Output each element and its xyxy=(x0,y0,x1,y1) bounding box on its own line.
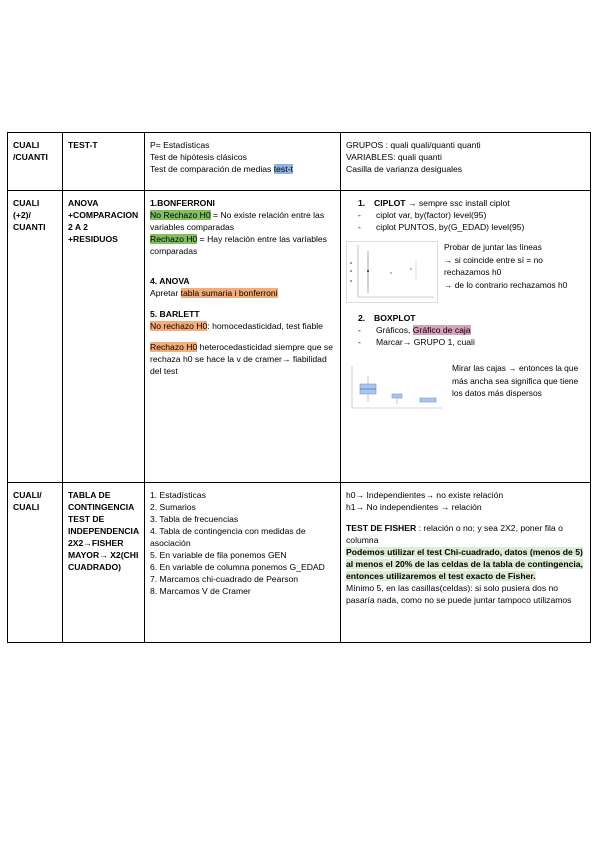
fisher-highlight: Podemos utilizar el test Chi-cuadrado, datos (menos de 5) al menos el 20% de las celdas de la tabla de contingencia, entonces utilizaremos el test exacto de Fisher. xyxy=(346,547,583,582)
row1-note-line: Casilla de varianza desiguales xyxy=(346,164,463,175)
summary-table xyxy=(7,132,591,643)
list-item: - Gráficos, Gráfico de caja xyxy=(358,325,471,336)
row1-step-line: Test de hipótesis clásicos xyxy=(150,152,247,163)
row2-steps-cell xyxy=(145,191,341,483)
ciplot-note-line: → de lo contrario rechazamos h0 xyxy=(444,279,568,290)
row3-test-line: 2X2→FISHER MAYOR→ X2(CHI CUADRADO) xyxy=(68,538,139,573)
grafico-de-caja-highlight: Gráfico de caja xyxy=(412,325,471,336)
h1-line: h1→ No independientes → relación xyxy=(346,502,482,513)
row2-notes-cell xyxy=(341,191,591,483)
anova-title: 4. ANOVA xyxy=(150,276,190,287)
row1-steps-cell xyxy=(145,133,341,191)
anova-step: Apretar tabla sumaria i bonferroni xyxy=(150,288,278,299)
row1-notes-cell xyxy=(341,133,591,191)
list-item: - ciplot var, by(factor) level(95) xyxy=(358,210,487,221)
boxplot-note: Mirar las cajas → entonces la que más ancha sea significa que tiene los datos más dispersos xyxy=(452,363,579,399)
ciplot-note-line: → si coincide entre sí = no rechazamos h0 xyxy=(444,254,543,278)
row1-note-line: GRUPOS : quali quali/quanti quanti xyxy=(346,140,481,150)
row3-notes-cell xyxy=(341,483,591,643)
bonferroni-rechazo: Rechazo H0 = Hay relación entre las variables comparadas xyxy=(150,234,327,257)
list-item: 6. En variable de columna ponemos G_EDAD xyxy=(150,562,325,573)
fisher-note: Mínimo 5, en las casillas(celdas): si solo pusiera dos no pasaría nada, como no se puede juntar tampoco utilizamos xyxy=(346,583,572,606)
fisher-heading: TEST DE FISHER : relación o no; y sea 2X2, poner fila o columna xyxy=(346,523,563,546)
bonferroni-no-rechazo: No Rechazo H0 = No existe relación entre las variables comparadas xyxy=(150,210,325,233)
table-row xyxy=(8,191,591,483)
row3-type-cell xyxy=(8,483,63,643)
row3-type-label: CUALI/ CUALI xyxy=(13,490,42,513)
row2-test-line: +RESIDUOS xyxy=(68,234,118,245)
row1-note-line: VARIABLES: quali quanti xyxy=(346,152,442,163)
row1-type-cell xyxy=(8,133,63,191)
list-item: 7. Marcamos chi-cuadrado de Pearson xyxy=(150,574,299,585)
list-item: 1. Estadísticas xyxy=(150,490,206,500)
h0-line: h0→ Independientes→ no existe relación xyxy=(346,490,504,500)
ciplot-note-line: Probar de juntar las líneas xyxy=(444,242,542,253)
list-item: 8. Marcamos V de Cramer xyxy=(150,586,251,597)
boxplot-heading: 2. BOXPLOT xyxy=(358,313,416,324)
test-t-highlight: test-t xyxy=(273,164,293,175)
row2-test-line: +COMPARACION 2 A 2 xyxy=(68,210,139,233)
row1-type-label: CUALI /CUANTI xyxy=(13,140,48,163)
row1-step-line: P= Estadísticas xyxy=(150,140,210,150)
bonferroni-title: 1.BONFERRONI xyxy=(150,198,215,208)
list-item: 2. Sumarios xyxy=(150,502,196,513)
table-row xyxy=(8,483,591,643)
table-row xyxy=(8,133,591,191)
ciplot-heading: 1. CIPLOT → sempre ssc install ciplot xyxy=(358,198,510,208)
row1-step-line: Test de comparación de medias test-t xyxy=(150,164,293,175)
row3-test-line: TABLA DE CONTINGENCIA TEST DE INDEPENDENCIA xyxy=(68,490,140,537)
list-item: - ciplot PUNTOS, by(G_EDAD) level(95) xyxy=(358,222,525,233)
row2-test-line: ANOVA xyxy=(68,198,99,208)
row3-test-cell xyxy=(63,483,145,643)
row1-test-label: TEST-T xyxy=(68,140,98,150)
list-item: 4. Tabla de contingencia con medidas de asociación xyxy=(150,526,306,549)
ciplot-thumbnail xyxy=(346,241,438,303)
barlett-rechazo: Rechazo H0 heterocedasticidad siempre que se rechaza h0 se hace la v de cramer→ fiabilidad del test xyxy=(150,342,333,377)
row3-steps-cell xyxy=(145,483,341,643)
ciplot-example xyxy=(346,241,585,303)
list-item: - Marcar→ GRUPO 1, cuali xyxy=(358,337,475,348)
row2-test-cell xyxy=(63,191,145,483)
row2-type-label: CUALI (+2)/ CUANTI xyxy=(13,198,46,233)
row2-type-cell xyxy=(8,191,63,483)
list-item: 3. Tabla de frecuencias xyxy=(150,514,239,525)
boxplot-example xyxy=(346,362,585,412)
row1-test-cell xyxy=(63,133,145,191)
boxplot-thumbnail xyxy=(346,362,446,412)
barlett-title: 5. BARLETT xyxy=(150,309,200,320)
list-item: 5. En variable de fila ponemos GEN xyxy=(150,550,287,561)
barlett-no-rechazo: No rechazo H0: homocedasticidad, test fiable xyxy=(150,321,323,332)
